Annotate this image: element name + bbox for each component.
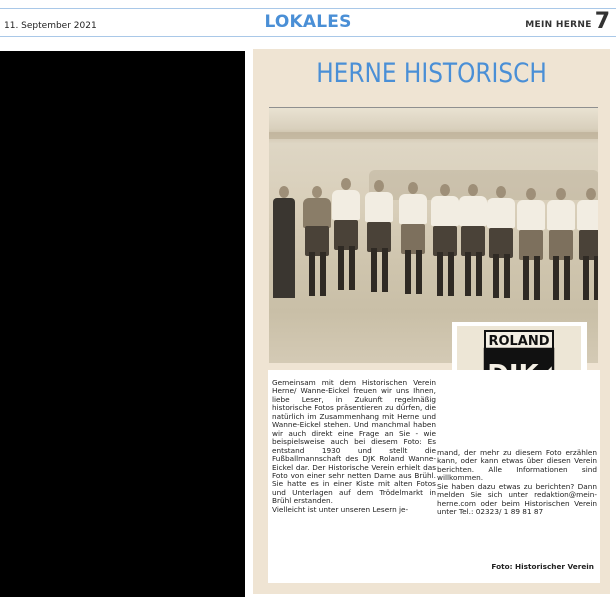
page-number: 7 <box>594 9 610 34</box>
article-herne-historisch <box>253 49 610 594</box>
ad-panel-black <box>0 51 245 597</box>
header-top-rule <box>0 8 616 9</box>
logo-roland-text: ROLAND <box>488 334 550 349</box>
article-text-box <box>268 370 600 583</box>
header-section-title: LOKALES <box>264 12 352 32</box>
article-paragraph: Gemeinsam mit dem Historischen Verein Herne/ Wanne-Eickel freuen wir uns Ihnen, liebe Leser, in Zukunft regelmäßig historische Fotos präsentieren zu dürfen, die natürlich im Zusammenhang mit Herne und Wanne-Eickel stehen. Und manchmal haben wir auch direkt eine Frage an Sie - wie beispielsweise auch bei diesem Foto: Es entstand 1930 und stellt die Fußballmannschaft des DJK Roland Wanne-Eickel dar. Der Historische Verein erhielt das Foto von einer sehr netten Dame aus Brühl. Sie hatte es in einer Kiste mit alten Fotos und Unterlagen auf dem Trödelmarkt in Brühl erstanden. <box>272 378 436 506</box>
header-brand <box>525 11 610 33</box>
article-paragraph-contact: Sie haben dazu etwas zu berichten? Dann melden Sie sich unter redaktion@mein-herne.com oder beim Historischen Verein unter Tel.: 02323/ 1 89 81 87 <box>437 481 597 517</box>
article-paragraph: mand, der mehr zu diesem Foto erzählen kann, oder kann etwas über diesen Verein berichten. Alle Informationen sind willkommen. <box>437 448 597 483</box>
article-paragraph: Vielleicht ist unter unseren Lesern je- <box>272 504 409 514</box>
article-column-2 <box>437 449 597 517</box>
header-date: 11. September 2021 <box>4 21 97 31</box>
article-column-1 <box>272 379 436 514</box>
photo-credit: Foto: Historischer Verein <box>491 562 594 571</box>
header-bottom-rule <box>0 36 616 37</box>
publication-name: MEIN HERNE <box>525 20 592 30</box>
article-headline: HERNE HISTORISCH <box>316 58 547 89</box>
photo-goal-crossbar <box>269 132 598 139</box>
